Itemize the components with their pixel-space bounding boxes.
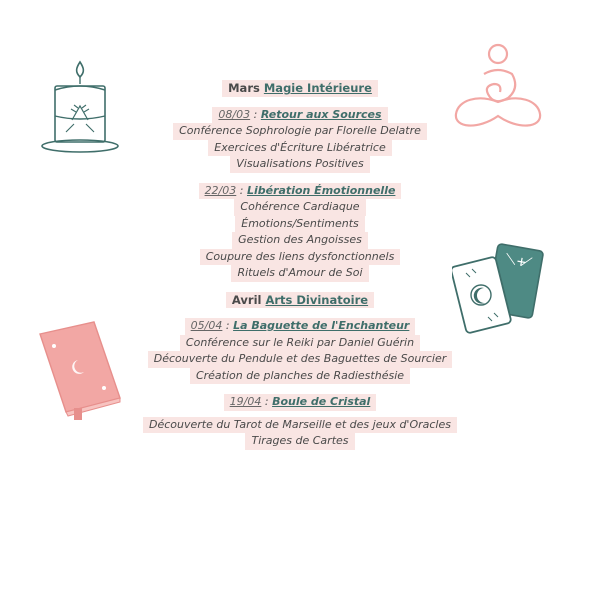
event-item: Gestion des Angoisses — [232, 232, 368, 249]
event-date: 19/04 — [229, 395, 262, 408]
event-heading — [212, 107, 387, 124]
event-separator: : — [236, 183, 247, 197]
event-item: Rituels d'Amour de Soi — [231, 265, 368, 282]
event-item: Émotions/Sentiments — [235, 216, 365, 233]
event-heading — [224, 394, 377, 411]
month-heading — [222, 80, 378, 97]
month-theme: Arts Divinatoire — [265, 292, 369, 307]
event-title: Libération Émotionnelle — [246, 183, 396, 197]
event-date: 08/03 — [218, 107, 251, 121]
event-separator: : — [261, 395, 273, 408]
event-separator: : — [250, 107, 261, 121]
event-item: Création de planches de Radiesthésie — [190, 368, 410, 385]
event-heading — [199, 183, 402, 200]
event-item: Exercices d'Écriture Libératrice — [208, 140, 391, 157]
event-heading — [185, 318, 416, 335]
event-title: Boule de Cristal — [272, 395, 371, 408]
month-name: Avril — [231, 292, 262, 307]
program-content — [0, 80, 600, 450]
event-separator: : — [222, 319, 234, 332]
event-item: Visualisations Positives — [230, 156, 369, 173]
event-item: Cohérence Cardiaque — [234, 199, 365, 216]
event-date: 05/04 — [190, 319, 223, 332]
event-item: Découverte du Pendule et des Baguettes de Sourcier — [148, 351, 453, 368]
month-name: Mars — [228, 81, 260, 95]
event-item: Découverte du Tarot de Marseille et des jeux d'Oracles — [143, 417, 457, 434]
event-item: Conférence sur le Reiki par Daniel Guérin — [180, 335, 420, 352]
event-date: 22/03 — [204, 183, 237, 197]
event-title: Retour aux Sources — [260, 107, 382, 121]
event-title: La Baguette de l'Enchanteur — [233, 319, 410, 332]
month-theme: Magie Intérieure — [263, 81, 372, 95]
event-item: Tirages de Cartes — [245, 433, 354, 450]
event-item: Conférence Sophrologie par Florelle Delatre — [173, 123, 427, 140]
event-item: Coupure des liens dysfonctionnels — [200, 249, 401, 266]
month-heading — [226, 292, 374, 309]
